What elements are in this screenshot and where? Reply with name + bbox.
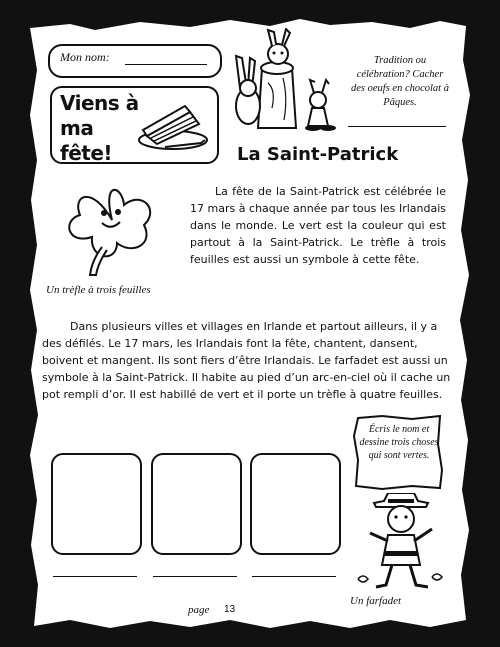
farfadet-caption: Un farfadet bbox=[350, 595, 402, 607]
name-label: Mon nom: bbox=[60, 50, 110, 64]
body-paragraph: Dans plusieurs villes et villages en Irlande et partout ailleurs, il y a des défilés. Le 17 mars, les Irlandais font la fête, chantent, dansent, boivent et mangent. Ils sont fiers d’être Irlandais. Le farfadet est aussi un symbole à la Saint-Patrick. Il habite au pied d’un arc-en-ciel où il cache un pot rempli d’or. Il est habillé de vert et il porte un trèfle à quatre feuilles. bbox=[42, 320, 451, 401]
drawing-box-1[interactable] bbox=[51, 453, 142, 555]
clover-illustration bbox=[62, 175, 162, 280]
page-number: 13 bbox=[224, 604, 236, 615]
clover-caption: Un trèfle à trois feuilles bbox=[46, 284, 151, 296]
name-input-line[interactable] bbox=[125, 64, 207, 65]
answer-line-2[interactable] bbox=[153, 576, 237, 577]
page-label: page bbox=[188, 604, 210, 616]
tradition-question: Tradition ou célébration? Cacher des oeufs en chocolat à Pâques. bbox=[351, 55, 449, 108]
question-answer-line[interactable] bbox=[348, 126, 446, 127]
cake-icon bbox=[135, 100, 210, 152]
drawing-box-2[interactable] bbox=[151, 453, 242, 555]
fete-title: Viens à ma fête! bbox=[60, 91, 139, 165]
answer-line-1[interactable] bbox=[53, 576, 137, 577]
drawing-box-3[interactable] bbox=[250, 453, 341, 555]
bunny-stump-illustration bbox=[228, 28, 346, 133]
instruction-text: Écris le nom et dessine trois choses qui sont vertes. bbox=[359, 424, 439, 461]
leprechaun-illustration bbox=[352, 493, 452, 593]
page-title: La Saint-Patrick bbox=[237, 144, 399, 165]
answer-line-3[interactable] bbox=[252, 576, 336, 577]
intro-paragraph: La fête de la Saint-Patrick est célébrée le 17 mars à chaque année par tous les Irlandais dans le monde. Le vert est la couleur qui est partout à la Saint-Patrick. Le trèfle à trois feuilles est aussi un symbole à cette fête. bbox=[190, 185, 446, 266]
